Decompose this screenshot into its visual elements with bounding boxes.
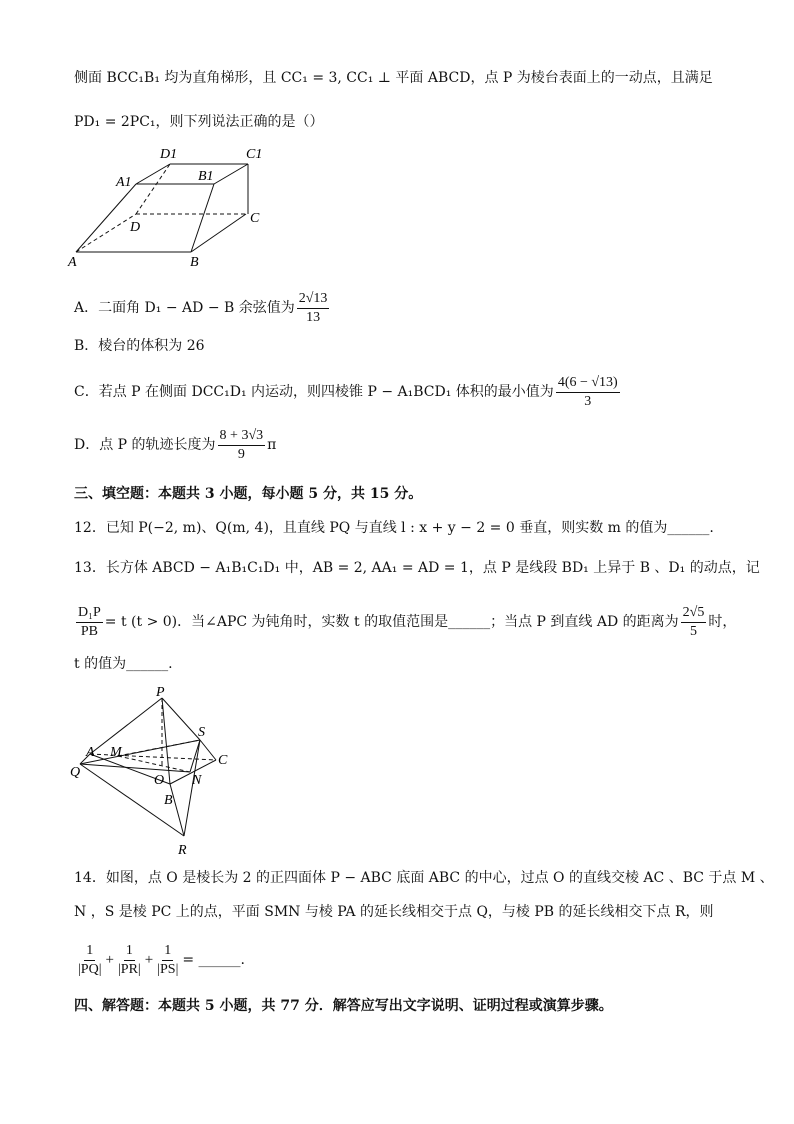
option-a-fraction bbox=[297, 290, 330, 327]
fig2-label-B: B bbox=[164, 793, 173, 808]
fig2-label-A: A bbox=[86, 745, 95, 760]
plus-sign: + bbox=[105, 952, 114, 968]
q13-distance-num: 2√5 bbox=[681, 604, 707, 623]
label-D1: D1 bbox=[160, 147, 178, 162]
q14-fraction-2-den: |PR| bbox=[117, 961, 141, 977]
section-4-heading: 四、解答题：本题共 5 小题，共 77 分．解答应写出文字说明、证明过程或演算步骤。 bbox=[74, 998, 613, 1014]
fig2-label-C: C bbox=[218, 753, 228, 768]
option-c-fraction bbox=[556, 374, 620, 411]
tetrahedron-figure bbox=[66, 684, 246, 860]
option-a-num: 2√13 bbox=[297, 290, 330, 309]
q13-distance-fraction bbox=[681, 604, 707, 641]
q14-fraction-2 bbox=[116, 942, 143, 979]
q14-fraction-1-den: |PQ| bbox=[78, 961, 102, 977]
option-c-text: C．若点 P 在侧面 DCC₁D₁ 内运动，则四棱锥 P − A₁BCD₁ 体积的最小值为 bbox=[74, 384, 554, 400]
frustum-figure bbox=[66, 142, 276, 272]
intro-line-1: 侧面 BCC₁B₁ 均为直角梯形，且 CC₁ = 3, CC₁ ⊥ 平面 ABCD，点 P 为棱台表面上的一动点，且满足 bbox=[74, 70, 713, 86]
q14-fraction-3-num: 1 bbox=[162, 942, 173, 961]
question-13-line-2 bbox=[74, 600, 737, 644]
fig2-label-Q: Q bbox=[70, 765, 81, 780]
q13-ratio-fraction bbox=[76, 604, 103, 641]
q13-line-2-text: = t (t > 0)．当∠APC 为钝角时，实数 t 的取值范围是______；当点 P 到直线 AD 的距离为 bbox=[104, 614, 679, 630]
option-c-num: 4(6 − √13) bbox=[556, 374, 620, 393]
option-d-num: 8 + 3√3 bbox=[218, 427, 266, 446]
question-14-line-1: 14．如图，点 O 是棱长为 2 的正四面体 P − ABC 底面 ABC 的中心，过点 O 的直线交棱 AC 、BC 于点 M 、 bbox=[74, 870, 774, 886]
fig2-label-N: N bbox=[192, 773, 202, 788]
option-b: B．棱台的体积为 26 bbox=[74, 338, 205, 354]
section-3-heading: 三、填空题：本题共 3 小题，每小题 5 分，共 15 分。 bbox=[74, 486, 423, 502]
fig2-label-R: R bbox=[178, 843, 187, 858]
label-D: D bbox=[130, 220, 141, 235]
q13-ratio-num: D₁P bbox=[76, 604, 103, 623]
fig2-label-M: M bbox=[110, 745, 122, 760]
question-14-line-3 bbox=[74, 936, 734, 984]
option-c-den: 3 bbox=[584, 393, 592, 409]
q14-fraction-1 bbox=[76, 942, 104, 979]
option-a-text: A．二面角 D₁ − AD − B 余弦值为 bbox=[74, 300, 295, 316]
option-d-den: 9 bbox=[237, 446, 245, 462]
q14-fraction-1-num: 1 bbox=[84, 942, 95, 961]
question-13-line-3: t 的值为______. bbox=[74, 656, 173, 672]
q14-fraction-3-den: |PS| bbox=[157, 961, 179, 977]
option-a bbox=[74, 288, 734, 328]
fig2-label-P: P bbox=[156, 685, 165, 700]
fig2-label-O: O bbox=[154, 773, 165, 788]
option-c bbox=[74, 370, 734, 414]
q14-tail: = ______. bbox=[182, 952, 246, 968]
option-d-suffix: π bbox=[267, 437, 277, 453]
question-13-line-1: 13．长方体 ABCD − A₁B₁C₁D₁ 中，AB = 2, AA₁ = AD = 1，点 P 是线段 BD₁ 上异于 B 、D₁ 的动点，记 bbox=[74, 560, 760, 576]
option-d bbox=[74, 424, 734, 466]
q13-distance-den: 5 bbox=[689, 623, 697, 639]
label-C1: C1 bbox=[246, 147, 263, 162]
label-B1: B1 bbox=[198, 169, 214, 184]
question-12: 12．已知 P(−2, m)、Q(m, 4)，且直线 PQ 与直线 l : x + y − 2 = 0 垂直，则实数 m 的值为______. bbox=[74, 520, 714, 536]
q14-fraction-3 bbox=[155, 942, 180, 979]
intro-line-2: PD₁ = 2PC₁，则下列说法正确的是（） bbox=[74, 114, 324, 130]
plus-sign: + bbox=[144, 952, 154, 968]
option-d-text: D．点 P 的轨迹长度为 bbox=[74, 437, 216, 453]
question-14-line-2: N ，S 是棱 PC 上的点，平面 SMN 与棱 PA 的延长线相交于点 Q，与棱 PB 的延长线相交下点 R，则 bbox=[74, 904, 714, 920]
label-A1: A1 bbox=[116, 175, 132, 190]
q13-line-2-end: 时， bbox=[708, 614, 737, 630]
q13-ratio-den: PB bbox=[80, 623, 98, 639]
q14-fraction-2-num: 1 bbox=[124, 942, 135, 961]
fig2-label-S: S bbox=[198, 725, 205, 740]
option-a-den: 13 bbox=[306, 309, 321, 325]
label-C: C bbox=[250, 211, 260, 226]
option-d-fraction bbox=[218, 427, 266, 464]
label-A: A bbox=[68, 255, 77, 270]
label-B: B bbox=[190, 255, 199, 270]
